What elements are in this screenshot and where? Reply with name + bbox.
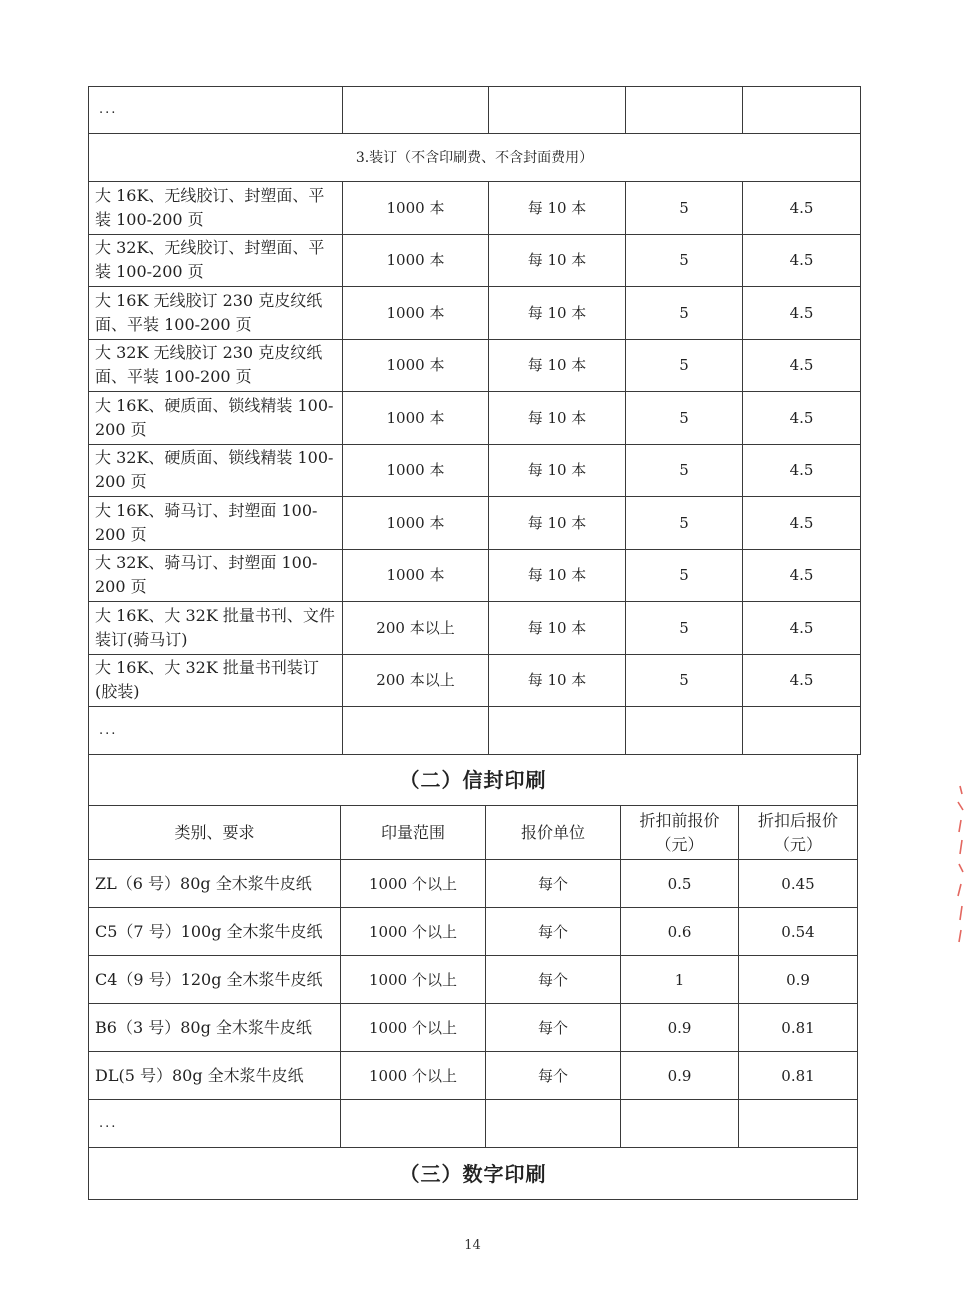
price-before-cell: 0.9 bbox=[621, 1052, 739, 1100]
item-cell: 大 16K、硬质面、锁线精装 100-200 页 bbox=[89, 392, 343, 445]
unit-cell: 每个 bbox=[486, 1052, 621, 1100]
empty-cell bbox=[486, 1100, 621, 1148]
quantity-cell: 1000 本 bbox=[343, 549, 489, 602]
envelope-price-table bbox=[88, 754, 858, 1200]
unit-cell: 每个 bbox=[486, 1004, 621, 1052]
unit-cell: 每 10 本 bbox=[489, 497, 626, 550]
price-after-cell: 4.5 bbox=[743, 234, 861, 287]
price-before-cell: 0.5 bbox=[621, 860, 739, 908]
price-after-cell: 4.5 bbox=[743, 602, 861, 655]
quantity-cell: 1000 本 bbox=[343, 339, 489, 392]
price-after-cell: 4.5 bbox=[743, 287, 861, 340]
item-cell: DL(5 号）80g 全木浆牛皮纸 bbox=[89, 1052, 341, 1100]
price-before-cell: 5 bbox=[626, 549, 743, 602]
section-row bbox=[89, 755, 858, 806]
column-header: 印量范围 bbox=[341, 806, 486, 860]
envelope-section-title: （二）信封印刷 bbox=[89, 755, 858, 806]
ellipsis-cell: ... bbox=[89, 707, 343, 755]
table-row bbox=[89, 1100, 858, 1148]
empty-cell bbox=[489, 707, 626, 755]
empty-cell bbox=[343, 87, 489, 134]
binding-section-title: 3.装订（不含印刷费、不含封面费用） bbox=[89, 134, 861, 182]
envelope-table-body bbox=[89, 755, 858, 1200]
item-cell: 大 16K、大 32K 批量书刊、文件装订(骑马订) bbox=[89, 602, 343, 655]
empty-cell bbox=[343, 707, 489, 755]
section-row bbox=[89, 1148, 858, 1200]
unit-cell: 每个 bbox=[486, 956, 621, 1004]
table-row bbox=[89, 908, 858, 956]
table-row bbox=[89, 549, 861, 602]
price-after-cell: 0.9 bbox=[739, 956, 858, 1004]
quantity-cell: 1000 本 bbox=[343, 287, 489, 340]
item-cell: 大 32K、无线胶订、封塑面、平装 100-200 页 bbox=[89, 234, 343, 287]
ellipsis-cell: ... bbox=[89, 87, 343, 134]
price-after-cell: 4.5 bbox=[743, 497, 861, 550]
table-row bbox=[89, 1004, 858, 1052]
quantity-cell: 1000 个以上 bbox=[341, 860, 486, 908]
table-row bbox=[89, 654, 861, 707]
empty-cell bbox=[743, 707, 861, 755]
unit-cell: 每 10 本 bbox=[489, 654, 626, 707]
table-row bbox=[89, 287, 861, 340]
price-before-cell: 5 bbox=[626, 497, 743, 550]
price-after-cell: 0.81 bbox=[739, 1004, 858, 1052]
quantity-cell: 1000 个以上 bbox=[341, 956, 486, 1004]
empty-cell bbox=[621, 1100, 739, 1148]
price-before-cell: 5 bbox=[626, 602, 743, 655]
column-header: 折扣后报价（元） bbox=[739, 806, 858, 860]
unit-cell: 每 10 本 bbox=[489, 182, 626, 235]
item-cell: 大 32K、骑马订、封塑面 100-200 页 bbox=[89, 549, 343, 602]
item-cell: C5（7 号）100g 全木浆牛皮纸 bbox=[89, 908, 341, 956]
item-cell: B6（3 号）80g 全木浆牛皮纸 bbox=[89, 1004, 341, 1052]
price-before-cell: 5 bbox=[626, 444, 743, 497]
table-row bbox=[89, 339, 861, 392]
table-row bbox=[89, 956, 858, 1004]
unit-cell: 每个 bbox=[486, 908, 621, 956]
price-before-cell: 0.9 bbox=[621, 1004, 739, 1052]
ellipsis-cell: ... bbox=[89, 1100, 341, 1148]
item-cell: 大 16K、大 32K 批量书刊装订(胶装) bbox=[89, 654, 343, 707]
unit-cell: 每 10 本 bbox=[489, 339, 626, 392]
table-row bbox=[89, 234, 861, 287]
price-before-cell: 5 bbox=[626, 287, 743, 340]
table-row bbox=[89, 444, 861, 497]
price-after-cell: 4.5 bbox=[743, 549, 861, 602]
price-before-cell: 1 bbox=[621, 956, 739, 1004]
header-row bbox=[89, 806, 858, 860]
price-after-cell: 4.5 bbox=[743, 182, 861, 235]
empty-cell bbox=[739, 1100, 858, 1148]
empty-cell bbox=[626, 87, 743, 134]
table-row bbox=[89, 182, 861, 235]
page-number: 14 bbox=[464, 1238, 481, 1253]
price-after-cell: 4.5 bbox=[743, 654, 861, 707]
red-stamp-edge bbox=[952, 780, 966, 950]
empty-cell bbox=[489, 87, 626, 134]
quantity-cell: 1000 个以上 bbox=[341, 1004, 486, 1052]
quantity-cell: 1000 本 bbox=[343, 234, 489, 287]
column-header: 折扣前报价（元） bbox=[621, 806, 739, 860]
unit-cell: 每 10 本 bbox=[489, 444, 626, 497]
price-after-cell: 4.5 bbox=[743, 444, 861, 497]
price-before-cell: 5 bbox=[626, 339, 743, 392]
price-before-cell: 0.6 bbox=[621, 908, 739, 956]
item-cell: 大 32K 无线胶订 230 克皮纹纸面、平装 100-200 页 bbox=[89, 339, 343, 392]
price-before-cell: 5 bbox=[626, 392, 743, 445]
table-row bbox=[89, 392, 861, 445]
price-before-cell: 5 bbox=[626, 182, 743, 235]
unit-cell: 每 10 本 bbox=[489, 234, 626, 287]
empty-cell bbox=[341, 1100, 486, 1148]
price-after-cell: 0.45 bbox=[739, 860, 858, 908]
price-after-cell: 4.5 bbox=[743, 339, 861, 392]
column-header: 报价单位 bbox=[486, 806, 621, 860]
price-before-cell: 5 bbox=[626, 654, 743, 707]
price-after-cell: 0.81 bbox=[739, 1052, 858, 1100]
table-row bbox=[89, 497, 861, 550]
table-row bbox=[89, 602, 861, 655]
unit-cell: 每 10 本 bbox=[489, 392, 626, 445]
price-after-cell: 0.54 bbox=[739, 908, 858, 956]
quantity-cell: 200 本以上 bbox=[343, 654, 489, 707]
quantity-cell: 1000 本 bbox=[343, 392, 489, 445]
item-cell: 大 16K、骑马订、封塑面 100-200 页 bbox=[89, 497, 343, 550]
quantity-cell: 1000 个以上 bbox=[341, 1052, 486, 1100]
column-header: 类别、要求 bbox=[89, 806, 341, 860]
binding-table-body bbox=[89, 87, 861, 755]
unit-cell: 每 10 本 bbox=[489, 549, 626, 602]
digital-section-title: （三）数字印刷 bbox=[89, 1148, 858, 1200]
item-cell: 大 16K、无线胶订、封塑面、平装 100-200 页 bbox=[89, 182, 343, 235]
unit-cell: 每 10 本 bbox=[489, 287, 626, 340]
table-row bbox=[89, 87, 861, 134]
item-cell: ZL（6 号）80g 全木浆牛皮纸 bbox=[89, 860, 341, 908]
quantity-cell: 1000 本 bbox=[343, 497, 489, 550]
empty-cell bbox=[626, 707, 743, 755]
price-after-cell: 4.5 bbox=[743, 392, 861, 445]
empty-cell bbox=[743, 87, 861, 134]
table-row bbox=[89, 1052, 858, 1100]
section-row bbox=[89, 134, 861, 182]
item-cell: 大 32K、硬质面、锁线精装 100-200 页 bbox=[89, 444, 343, 497]
quantity-cell: 200 本以上 bbox=[343, 602, 489, 655]
item-cell: 大 16K 无线胶订 230 克皮纹纸面、平装 100-200 页 bbox=[89, 287, 343, 340]
table-row bbox=[89, 707, 861, 755]
table-row bbox=[89, 860, 858, 908]
unit-cell: 每 10 本 bbox=[489, 602, 626, 655]
unit-cell: 每个 bbox=[486, 860, 621, 908]
binding-price-table bbox=[88, 86, 861, 755]
price-before-cell: 5 bbox=[626, 234, 743, 287]
quantity-cell: 1000 本 bbox=[343, 182, 489, 235]
item-cell: C4（9 号）120g 全木浆牛皮纸 bbox=[89, 956, 341, 1004]
quantity-cell: 1000 个以上 bbox=[341, 908, 486, 956]
quantity-cell: 1000 本 bbox=[343, 444, 489, 497]
